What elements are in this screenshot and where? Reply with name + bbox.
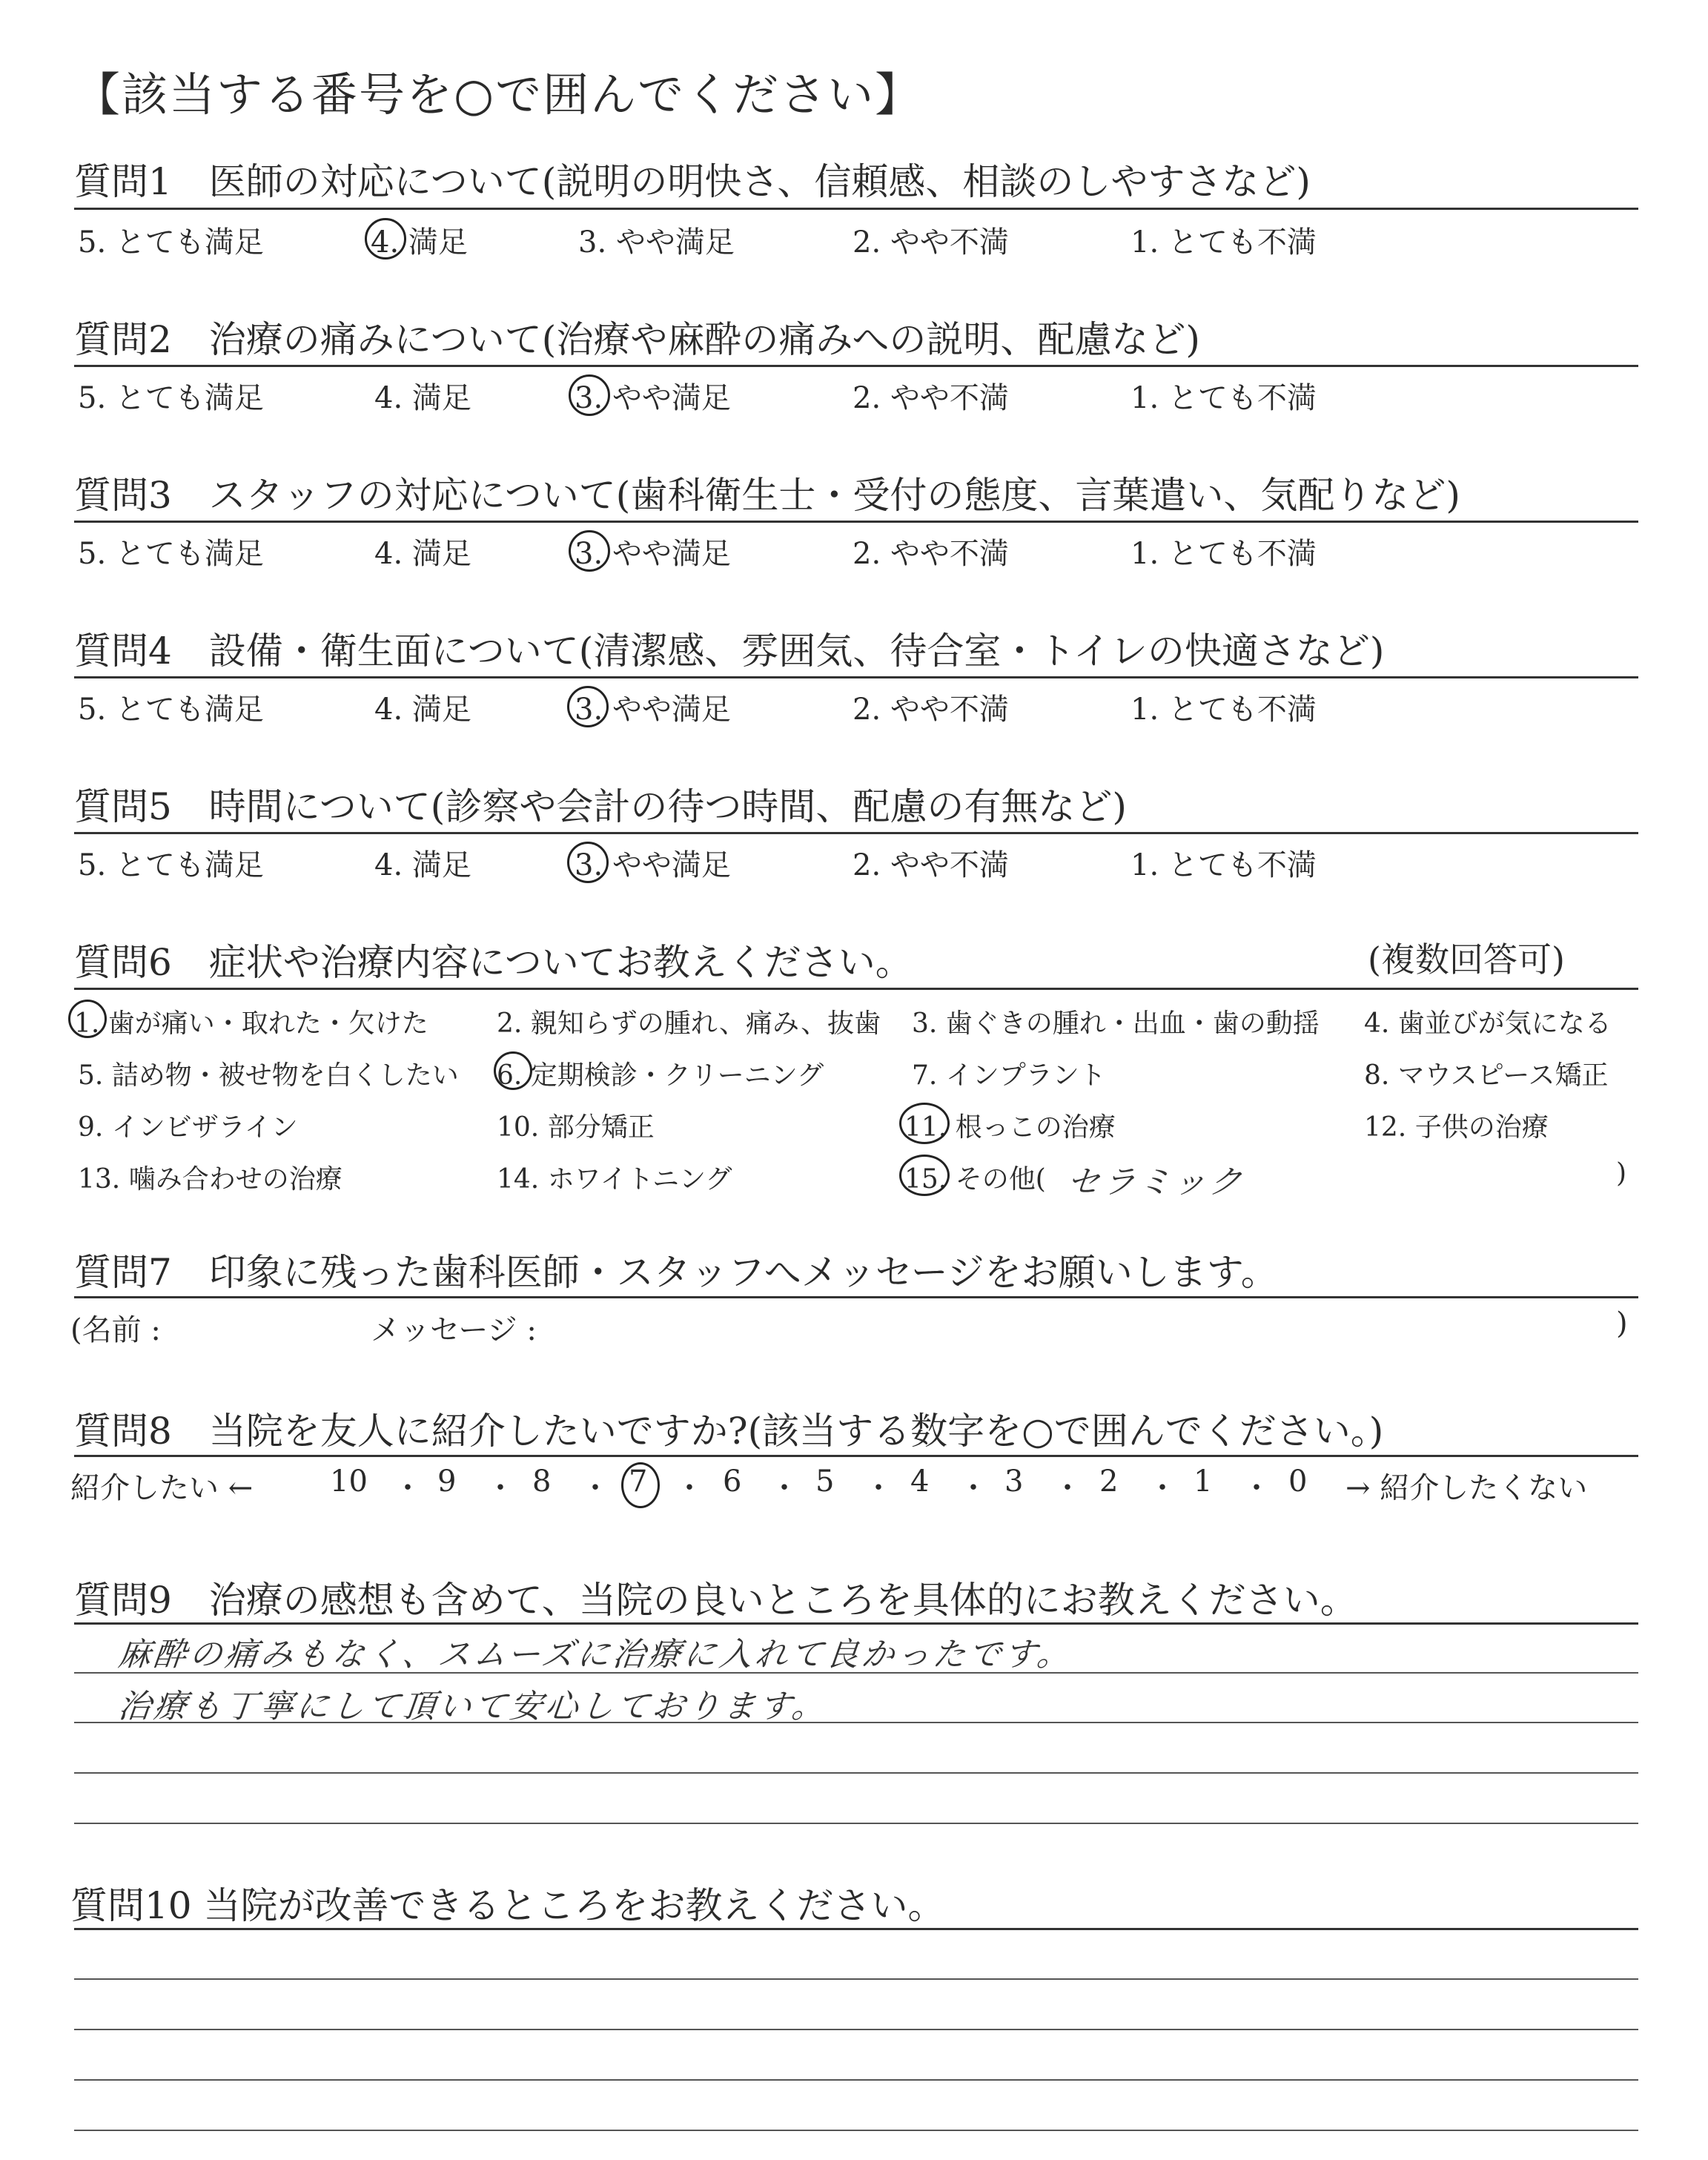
q3-option-2[interactable]: 2. やや不満 bbox=[853, 537, 1009, 571]
q6-option-6[interactable]: 6. 定期検診・クリーニング bbox=[497, 1060, 824, 1091]
q10-answer-line bbox=[74, 2079, 1638, 2081]
q8-dot: ・ bbox=[864, 1471, 893, 1505]
q5-selection-circle bbox=[567, 842, 609, 883]
q2-rule bbox=[74, 365, 1638, 367]
q8-value-10[interactable]: 10 bbox=[330, 1464, 368, 1499]
q6-rule bbox=[74, 988, 1638, 990]
q2-option-3[interactable]: 3. やや満足 bbox=[575, 381, 731, 415]
q3-selection-circle bbox=[569, 530, 610, 572]
q6-other-handwritten: セラミック bbox=[1065, 1163, 1247, 1201]
q4-option-4[interactable]: 4. 満足 bbox=[374, 693, 471, 727]
q6-option-9[interactable]: 9. インビザライン bbox=[78, 1112, 298, 1143]
q1-option-4[interactable]: 4. 満足 bbox=[371, 225, 468, 260]
q8-value-2[interactable]: 2 bbox=[1099, 1464, 1119, 1499]
q5-title: 質問5 時間について(診察や会計の待つ時間、配慮の有無など) bbox=[74, 785, 1127, 828]
q2-option-5[interactable]: 5. とても満足 bbox=[78, 381, 264, 415]
q4-title: 質問4 設備・衛生面について(清潔感、雰囲気、待合室・トイレの快適さなど) bbox=[74, 630, 1385, 673]
q2-option-4[interactable]: 4. 満足 bbox=[374, 381, 471, 415]
q8-dot: ・ bbox=[1148, 1471, 1177, 1505]
q8-selection-circle bbox=[621, 1462, 660, 1508]
q5-option-3[interactable]: 3. やや満足 bbox=[575, 848, 731, 882]
q2-option-1[interactable]: 1. とても不満 bbox=[1131, 381, 1317, 415]
q6-option-12[interactable]: 12. 子供の治療 bbox=[1364, 1112, 1549, 1143]
q4-option-1[interactable]: 1. とても不満 bbox=[1131, 693, 1317, 727]
q9-answer-line bbox=[74, 1823, 1638, 1824]
q6-option-11[interactable]: 11. 根っこの治療 bbox=[904, 1112, 1116, 1143]
q8-dot: ・ bbox=[393, 1471, 423, 1505]
q8-value-7[interactable]: 7 bbox=[629, 1464, 648, 1499]
q6-option-3[interactable]: 3. 歯ぐきの腫れ・出血・歯の動揺 bbox=[912, 1008, 1320, 1039]
q8-dot: ・ bbox=[580, 1471, 610, 1505]
q8-dot: ・ bbox=[486, 1471, 515, 1505]
q7-rule bbox=[74, 1296, 1638, 1298]
q6-option-4[interactable]: 4. 歯並びが気になる bbox=[1364, 1008, 1612, 1039]
q8-value-5[interactable]: 5 bbox=[815, 1464, 835, 1499]
q6-option-15[interactable]: 15. その他( bbox=[904, 1164, 1046, 1195]
q3-title: 質問3 スタッフの対応について(歯科衛生士・受付の態度、言葉遣い、気配りなど) bbox=[74, 474, 1460, 517]
q1-option-2[interactable]: 2. やや不満 bbox=[853, 225, 1009, 260]
q9-answer-line-2: 治療も丁寧にして頂いて安心しております。 bbox=[116, 1688, 830, 1725]
q4-option-3[interactable]: 3. やや満足 bbox=[575, 693, 731, 727]
q1-option-5[interactable]: 5. とても満足 bbox=[78, 225, 264, 260]
q8-dot: ・ bbox=[959, 1471, 988, 1505]
page-heading: 【該当する番号を○で囲んでください】 bbox=[74, 67, 923, 122]
q6-option-2[interactable]: 2. 親知らずの腫れ、痛み、抜歯 bbox=[497, 1008, 881, 1039]
q1-rule bbox=[74, 208, 1638, 210]
q3-rule bbox=[74, 521, 1638, 523]
q8-title: 質問8 当院を友人に紹介したいですか?(該当する数字を○で囲んでください。) bbox=[74, 1410, 1384, 1453]
q9-rule bbox=[74, 1622, 1638, 1625]
q8-left-label: 紹介したい ← bbox=[70, 1471, 254, 1505]
q9-answer-line-1: 麻酔の痛みもなく、スムーズに治療に入れて良かったです。 bbox=[116, 1636, 1075, 1674]
q6-selection-circle-11 bbox=[899, 1103, 950, 1144]
q8-value-8[interactable]: 8 bbox=[532, 1464, 552, 1499]
q6-option-10[interactable]: 10. 部分矯正 bbox=[497, 1112, 655, 1143]
q1-option-1[interactable]: 1. とても不満 bbox=[1131, 225, 1317, 260]
q6-selection-circle-15 bbox=[899, 1155, 950, 1196]
q7-close: ) bbox=[1616, 1307, 1628, 1341]
q9-answer-line bbox=[74, 1772, 1638, 1774]
q4-option-5[interactable]: 5. とても満足 bbox=[78, 693, 264, 727]
q6-option-7[interactable]: 7. インプラント bbox=[912, 1060, 1106, 1091]
q5-option-5[interactable]: 5. とても満足 bbox=[78, 848, 264, 882]
q10-title: 質問10 当院が改善できるところをお教えください。 bbox=[70, 1884, 945, 1927]
q5-rule bbox=[74, 832, 1638, 834]
q6-option-8[interactable]: 8. マウスピース矯正 bbox=[1364, 1060, 1609, 1091]
q6-option-1[interactable]: 1. 歯が痛い・取れた・欠けた bbox=[74, 1008, 428, 1039]
q7-name-label[interactable]: (名前 : bbox=[70, 1313, 161, 1347]
q7-title: 質問7 印象に残った歯科医師・スタッフへメッセージをお願いします。 bbox=[74, 1251, 1278, 1294]
q6-other-close: ) bbox=[1616, 1158, 1627, 1189]
q3-option-1[interactable]: 1. とても不満 bbox=[1131, 537, 1317, 571]
q8-rule bbox=[74, 1455, 1638, 1457]
q3-option-5[interactable]: 5. とても満足 bbox=[78, 537, 264, 571]
q8-right-label: → 紹介したくない bbox=[1345, 1471, 1588, 1505]
q10-rule bbox=[74, 1928, 1638, 1930]
q2-title: 質問2 治療の痛みについて(治療や麻酔の痛みへの説明、配慮など) bbox=[74, 318, 1200, 361]
q5-option-1[interactable]: 1. とても不満 bbox=[1131, 848, 1317, 882]
q4-rule bbox=[74, 676, 1638, 678]
q8-dot: ・ bbox=[675, 1471, 704, 1505]
q10-answer-line bbox=[74, 2130, 1638, 2131]
q5-option-2[interactable]: 2. やや不満 bbox=[853, 848, 1009, 882]
q6-option-5[interactable]: 5. 詰め物・被せ物を白くしたい bbox=[78, 1060, 459, 1091]
q7-message-label[interactable]: メッセージ : bbox=[371, 1313, 537, 1347]
q8-value-3[interactable]: 3 bbox=[1004, 1464, 1024, 1499]
q6-selection-circle-1 bbox=[68, 1000, 107, 1038]
q6-option-14[interactable]: 14. ホワイトニング bbox=[497, 1164, 732, 1195]
q8-value-9[interactable]: 9 bbox=[437, 1464, 457, 1499]
q8-dot: ・ bbox=[1053, 1471, 1082, 1505]
q4-option-2[interactable]: 2. やや不満 bbox=[853, 693, 1009, 727]
q9-title: 質問9 治療の感想も含めて、当院の良いところを具体的にお教えください。 bbox=[74, 1579, 1357, 1622]
q3-option-3[interactable]: 3. やや満足 bbox=[575, 537, 731, 571]
q2-selection-circle bbox=[569, 374, 610, 416]
q8-value-4[interactable]: 4 bbox=[910, 1464, 930, 1499]
q6-title: 質問6 症状や治療内容についてお教えください。 bbox=[74, 941, 913, 984]
q1-selection-circle bbox=[365, 218, 406, 260]
q6-option-13[interactable]: 13. 噛み合わせの治療 bbox=[78, 1164, 342, 1195]
q4-selection-circle bbox=[567, 686, 609, 727]
q6-multiple-note: (複数回答可) bbox=[1368, 939, 1565, 980]
q1-title: 質問1 医師の対応について(説明の明快さ、信頼感、相談のしやすさなど) bbox=[74, 160, 1311, 203]
q8-dot: ・ bbox=[769, 1471, 799, 1505]
q5-option-4[interactable]: 4. 満足 bbox=[374, 848, 471, 882]
q10-answer-line bbox=[74, 1978, 1638, 1980]
q1-option-3[interactable]: 3. やや満足 bbox=[578, 225, 735, 260]
q6-selection-circle-6 bbox=[494, 1051, 532, 1090]
q8-dot: ・ bbox=[1242, 1471, 1271, 1505]
q8-value-6[interactable]: 6 bbox=[723, 1464, 742, 1499]
q2-option-2[interactable]: 2. やや不満 bbox=[853, 381, 1009, 415]
q8-value-1[interactable]: 1 bbox=[1194, 1464, 1213, 1499]
q8-value-0[interactable]: 0 bbox=[1288, 1464, 1308, 1499]
q10-answer-line bbox=[74, 2029, 1638, 2030]
q3-option-4[interactable]: 4. 満足 bbox=[374, 537, 471, 571]
